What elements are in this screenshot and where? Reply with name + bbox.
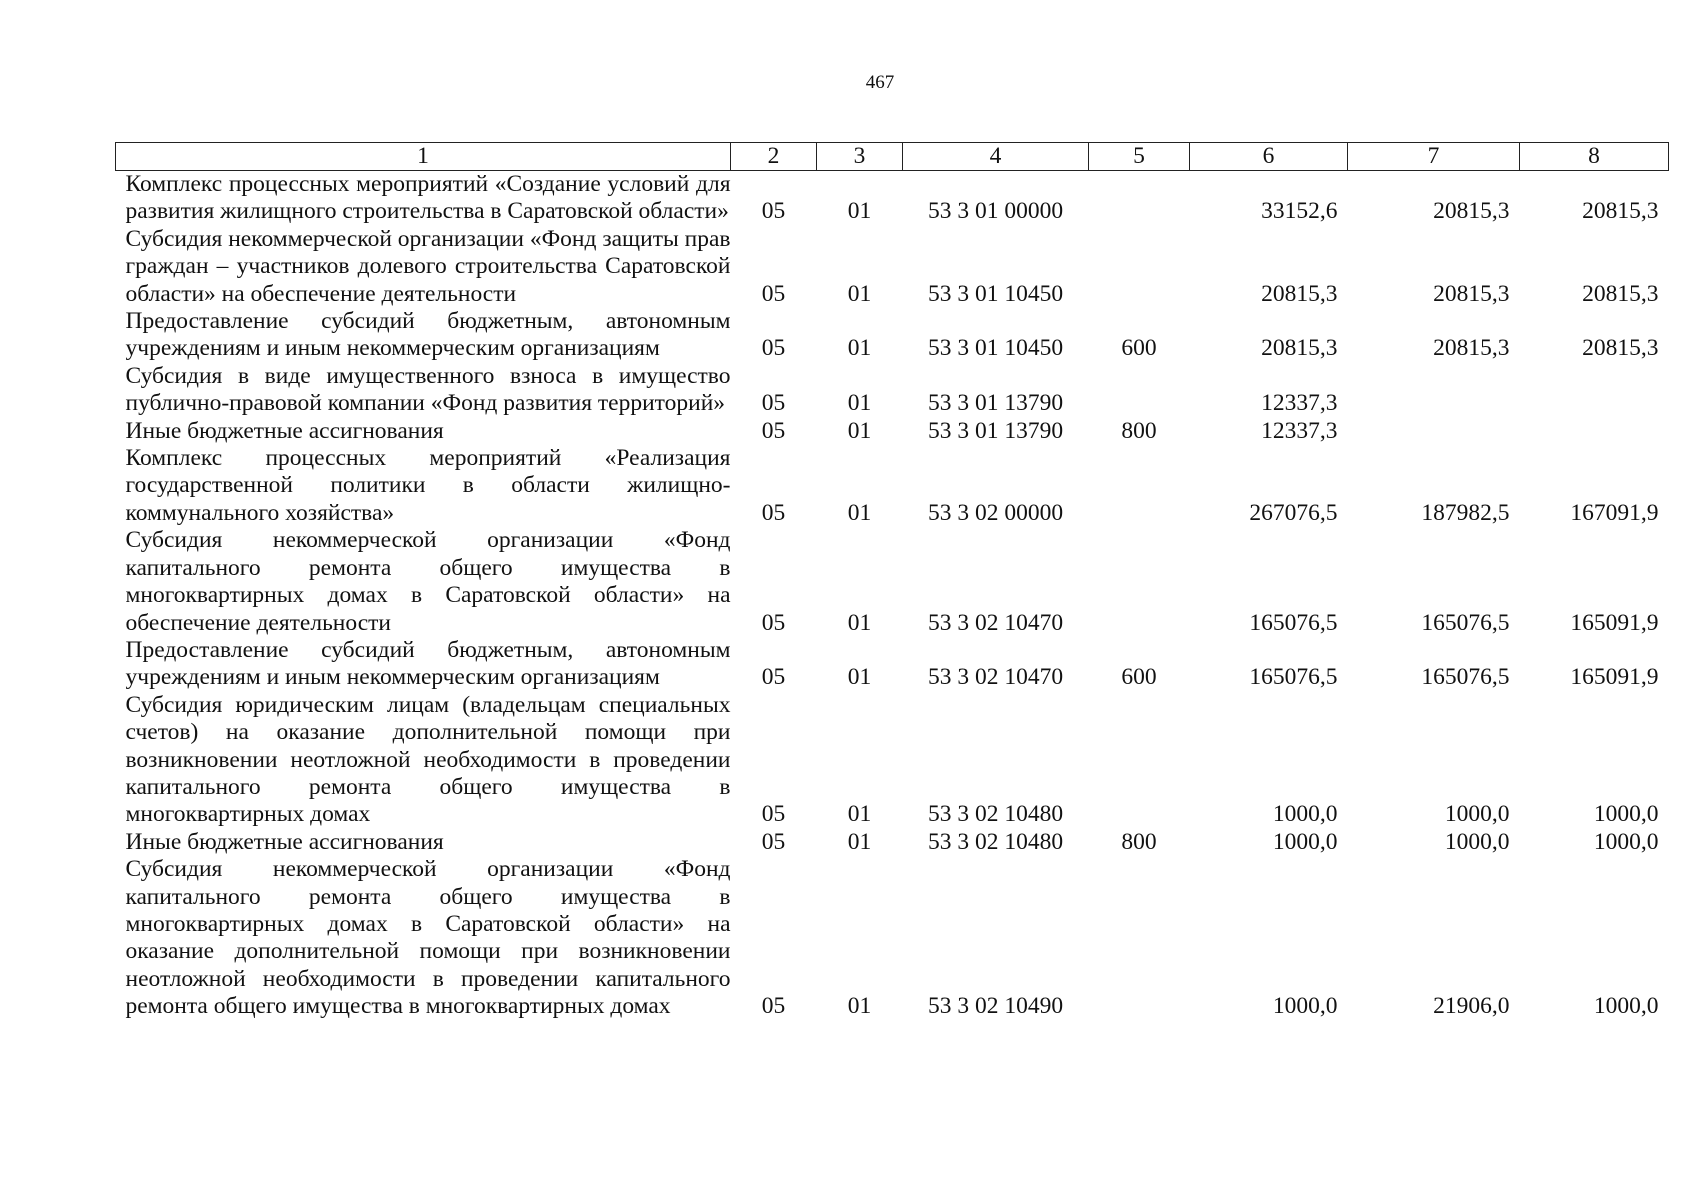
row-name: Субсидия юридическим лицам (владельцам специальных счетов) на оказание дополнительной помощи при возникновении неотложной необходимости в проведении капитального ремонта общего имущества в многоквартирных домах — [125, 691, 731, 828]
amount-year-2: 165076,5 — [1421, 609, 1510, 636]
expense-type-code — [1089, 445, 1190, 527]
expense-type-code: 800 — [1121, 417, 1157, 444]
column-header: 6 — [1190, 143, 1348, 171]
budget-table — [115, 142, 1669, 1021]
column-header: 8 — [1520, 143, 1669, 171]
amount-year-1: 20815,3 — [1261, 280, 1338, 307]
amount-year-1: 12337,3 — [1261, 417, 1338, 444]
expense-type-code — [1089, 692, 1190, 829]
amount-year-3 — [1520, 363, 1669, 418]
table-row — [116, 418, 1669, 445]
section-code: 05 — [761, 499, 786, 526]
section-code: 05 — [761, 993, 786, 1020]
target-article-code: 53 3 01 10450 — [927, 280, 1064, 307]
section-code: 05 — [761, 335, 786, 362]
table-row — [116, 445, 1669, 527]
expense-type-code: 800 — [1121, 828, 1157, 855]
amount-year-1: 267076,5 — [1249, 499, 1338, 526]
amount-year-1: 20815,3 — [1261, 335, 1338, 362]
section-code: 05 — [761, 828, 786, 855]
table-body — [116, 171, 1669, 1021]
amount-year-2: 20815,3 — [1433, 280, 1510, 307]
table-row — [116, 637, 1669, 692]
table-row — [116, 363, 1669, 418]
table-row — [116, 226, 1669, 308]
target-article-code: 53 3 02 10470 — [927, 664, 1064, 691]
amount-year-3: 165091,9 — [1570, 609, 1659, 636]
amount-year-3: 1000,0 — [1593, 801, 1659, 828]
amount-year-2: 21906,0 — [1433, 993, 1510, 1020]
expense-type-code: 600 — [1121, 664, 1157, 691]
subsection-code: 01 — [847, 499, 872, 526]
subsection-code: 01 — [847, 335, 872, 362]
row-name: Субсидия в виде имущественного взноса в имущество публично-правовой компании «Фонд развития территорий» — [125, 362, 731, 417]
column-header: 1 — [116, 143, 731, 171]
table-row — [116, 829, 1669, 856]
page-number: 467 — [865, 72, 895, 93]
amount-year-3 — [1520, 418, 1669, 445]
amount-year-3: 20815,3 — [1582, 198, 1659, 225]
amount-year-2 — [1348, 363, 1520, 418]
amount-year-1: 165076,5 — [1249, 609, 1338, 636]
amount-year-2: 1000,0 — [1444, 801, 1510, 828]
amount-year-1: 1000,0 — [1272, 993, 1338, 1020]
table-row — [116, 527, 1669, 637]
expense-type-code — [1089, 171, 1190, 226]
amount-year-1: 165076,5 — [1249, 664, 1338, 691]
amount-year-3: 1000,0 — [1593, 828, 1659, 855]
target-article-code: 53 3 02 10480 — [927, 828, 1064, 855]
expense-type-code — [1089, 527, 1190, 637]
subsection-code: 01 — [847, 609, 872, 636]
amount-year-2: 165076,5 — [1421, 664, 1510, 691]
row-name: Иные бюджетные ассигнования — [125, 417, 444, 444]
table-row — [116, 308, 1669, 363]
section-code: 05 — [761, 664, 786, 691]
row-name: Комплекс процессных мероприятий «Реализация государственной политики в области жилищно-коммунального хозяйства» — [125, 445, 731, 526]
table-row — [116, 171, 1669, 226]
target-article-code: 53 3 01 10450 — [927, 335, 1064, 362]
amount-year-1: 12337,3 — [1261, 390, 1338, 417]
subsection-code: 01 — [847, 280, 872, 307]
amount-year-3: 165091,9 — [1570, 664, 1659, 691]
amount-year-1: 33152,6 — [1261, 198, 1338, 225]
subsection-code: 01 — [847, 801, 872, 828]
amount-year-3: 20815,3 — [1582, 280, 1659, 307]
column-header: 2 — [731, 143, 817, 171]
target-article-code: 53 3 01 00000 — [927, 198, 1064, 225]
row-name: Субсидия некоммерческой организации «Фонд защиты прав граждан – участников долевого строительства Саратовской области» на обеспечение деятельности — [125, 225, 731, 307]
row-name: Субсидия некоммерческой организации «Фонд капитального ремонта общего имущества в многоквартирных домах в Саратовской области» на обеспечение деятельности — [125, 527, 731, 636]
section-code: 05 — [761, 280, 786, 307]
section-code: 05 — [761, 801, 786, 828]
row-name: Предоставление субсидий бюджетным, автономным учреждениям и иным некоммерческим организациям — [125, 636, 731, 691]
target-article-code: 53 3 02 10490 — [927, 993, 1064, 1020]
amount-year-1: 1000,0 — [1272, 828, 1338, 855]
row-name: Субсидия некоммерческой организации «Фонд капитального ремонта общего имущества в многоквартирных домах в Саратовской области» на оказание дополнительной помощи при возникновении неотложной необходимости в проведении капитального ремонта общего имущества в многоквартирных домах — [125, 856, 731, 1020]
column-header: 4 — [903, 143, 1089, 171]
amount-year-2: 20815,3 — [1433, 335, 1510, 362]
table-header-row — [116, 143, 1669, 171]
subsection-code: 01 — [847, 664, 872, 691]
target-article-code: 53 3 02 10470 — [927, 609, 1064, 636]
amount-year-3: 167091,9 — [1570, 499, 1659, 526]
target-article-code: 53 3 01 13790 — [927, 390, 1064, 417]
expense-type-code — [1089, 856, 1190, 1020]
amount-year-2: 20815,3 — [1433, 198, 1510, 225]
target-article-code: 53 3 02 10480 — [927, 801, 1064, 828]
section-code: 05 — [761, 417, 786, 444]
expense-type-code — [1089, 363, 1190, 418]
amount-year-2: 187982,5 — [1421, 499, 1510, 526]
target-article-code: 53 3 01 13790 — [927, 417, 1064, 444]
section-code: 05 — [761, 390, 786, 417]
subsection-code: 01 — [847, 828, 872, 855]
amount-year-3: 20815,3 — [1582, 335, 1659, 362]
row-name: Комплекс процессных мероприятий «Создание условий для развития жилищного строительства в Саратовской области» — [125, 171, 731, 225]
table-row — [116, 856, 1669, 1020]
expense-type-code: 600 — [1121, 335, 1157, 362]
subsection-code: 01 — [847, 198, 872, 225]
amount-year-1: 1000,0 — [1272, 801, 1338, 828]
target-article-code: 53 3 02 00000 — [927, 499, 1064, 526]
column-header: 7 — [1348, 143, 1520, 171]
section-code: 05 — [761, 198, 786, 225]
column-header: 5 — [1089, 143, 1190, 171]
table-row — [116, 692, 1669, 829]
subsection-code: 01 — [847, 417, 872, 444]
row-name: Предоставление субсидий бюджетным, автономным учреждениям и иным некоммерческим организациям — [125, 308, 731, 362]
subsection-code: 01 — [847, 993, 872, 1020]
section-code: 05 — [761, 609, 786, 636]
amount-year-2 — [1348, 418, 1520, 445]
subsection-code: 01 — [847, 390, 872, 417]
expense-type-code — [1089, 226, 1190, 308]
column-header: 3 — [817, 143, 903, 171]
amount-year-3: 1000,0 — [1593, 993, 1659, 1020]
amount-year-2: 1000,0 — [1444, 828, 1510, 855]
row-name: Иные бюджетные ассигнования — [125, 828, 444, 855]
